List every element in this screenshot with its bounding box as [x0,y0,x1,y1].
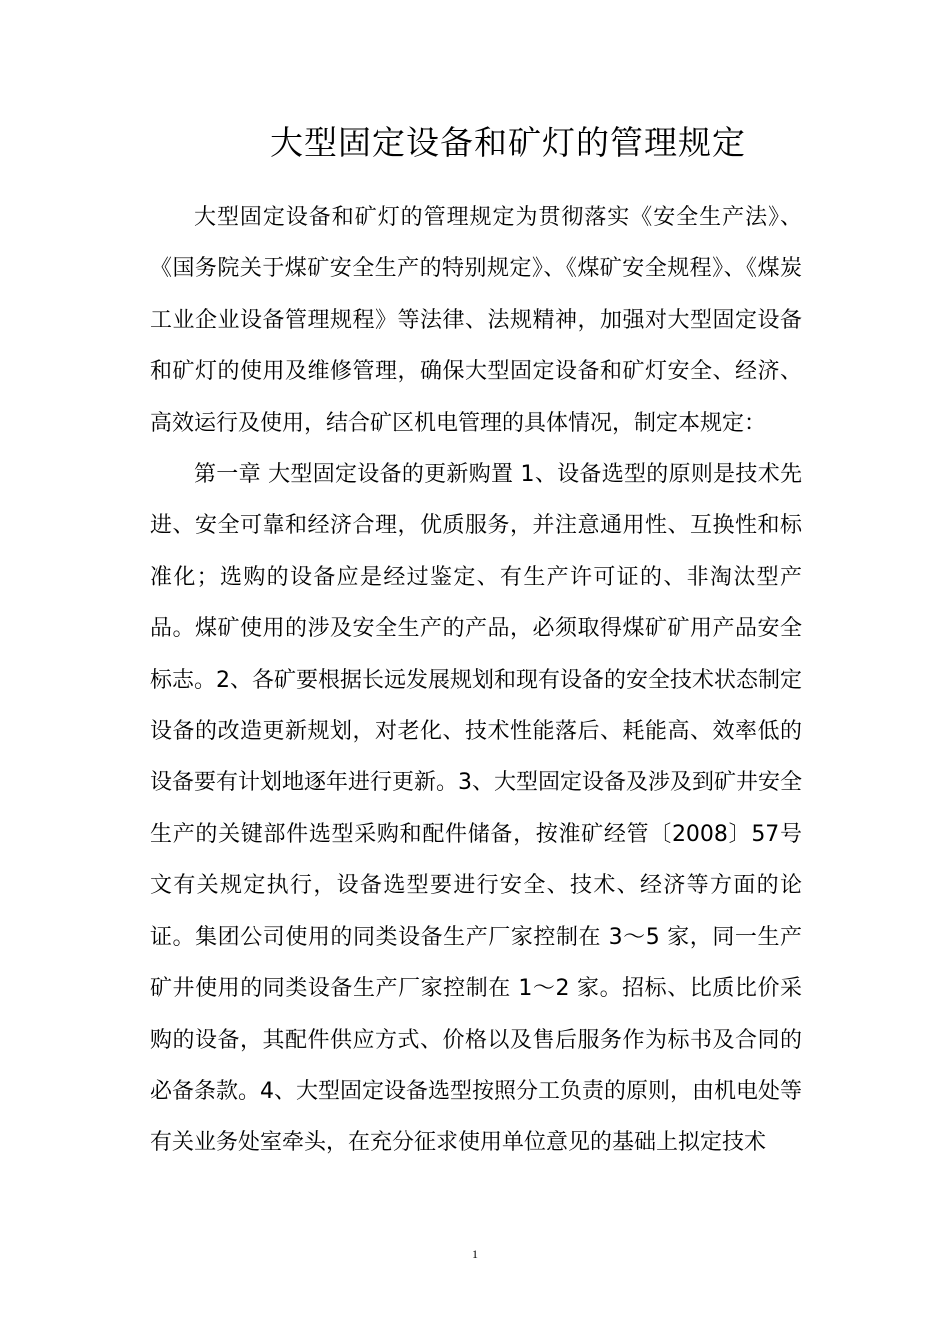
document-title: 大型固定设备和矿灯的管理规定 [270,123,746,162]
page-number: 1 [472,1247,478,1261]
intro-paragraph: 大型固定设备和矿灯的管理规定为贯彻落实《安全生产法》、《国务院关于煤矿安全生产的特别规定》、《煤矿安全规程》、《煤炭工业企业设备管理规程》等法律、法规精神，加强对大型固定设备和矿灯的使用及维修管理，确保大型固定设备和矿灯安全、经济、高效运行及使用，结合矿区机电管理的具体情况，制定本规定： [150,205,802,436]
chapter-one-paragraph: 第一章 大型固定设备的更新购置 1、设备选型的原则是技术先进、安全可靠和经济合理，优质服务，并注意通用性、互换性和标准化；选购的设备应是经过鉴定、有生产许可证的、非淘汰型产品。煤矿使用的涉及安全生产的产品，必须取得煤矿矿用产品安全标志。2、各矿要根据长远发展规划和现有设备的安全技术状态制定设备的改造更新规划，对老化、技术性能落后、耗能高、效率低的设备要有计划地逐年进行更新。3、大型固定设备及涉及到矿井安全生产的关键部件选型采购和配件储备，按淮矿经管〔2008〕57号文有关规定执行，设备选型要进行安全、技术、经济等方面的论证。集团公司使用的同类设备生产厂家控制在 3～5 家，同一生产矿井使用的同类设备生产厂家控制在 1～2 家。招标、比质比价采购的设备，其配件供应方式、价格以及售后服务作为标书及合同的必备条款。4、大型固定设备选型按照分工负责的原则，由机电处等有关业务处室牵头，在充分征求使用单位意见的基础上拟定技术 [150,462,802,1156]
document-body [150,192,802,1169]
